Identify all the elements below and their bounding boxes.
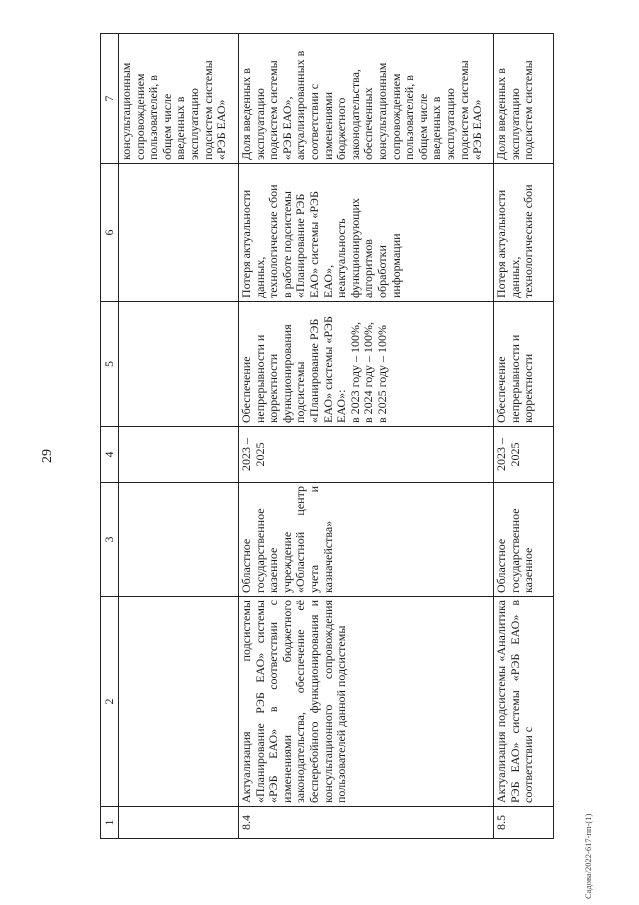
risk-line: данных, [252, 256, 267, 298]
result-line: непрерывности и [252, 334, 267, 423]
continued-indicator-cell [119, 34, 239, 164]
result-line: корректности [266, 353, 281, 423]
column-number-row [101, 34, 119, 839]
column-number: 3 [101, 483, 119, 597]
empty-cell [119, 807, 239, 839]
indicator-line: введенных в [429, 96, 444, 160]
indicator-line: эксплуатацию [507, 88, 522, 160]
result-line: «Планирование РЭБ [306, 318, 321, 423]
column-number: 4 [101, 427, 119, 483]
indicator-line: эксплуатацию [186, 88, 201, 160]
risk-line: ЕАО», [320, 264, 335, 298]
result-line: Обеспечение [239, 356, 253, 423]
risk-line: в работе подсистемы [279, 191, 294, 298]
column-number: 1 [101, 807, 119, 839]
column-number: 5 [101, 302, 119, 427]
column-number: 6 [101, 164, 119, 302]
continued-row [119, 34, 239, 839]
risk-line: «Планирование РЭБ [293, 193, 308, 298]
empty-cell [119, 483, 239, 597]
indicator-line: консультационным [119, 62, 133, 160]
indicator-line: введенных в [173, 96, 188, 160]
indicator-line: подсистем системы [456, 60, 471, 160]
indicator-cell [239, 34, 494, 164]
table-row [494, 34, 554, 839]
document-footer: Садова/2022-617-пп-(1) [583, 813, 593, 899]
risk-line: данных, [507, 256, 522, 298]
risk-line: технологические сбои [266, 184, 281, 298]
result-line: ЕАО» системы «РЭБ [320, 316, 335, 423]
executor-cell: Областное государственное казенное учреждение «Областной центр учета и казначейства» [239, 483, 494, 597]
table-row [239, 34, 494, 839]
empty-cell [119, 302, 239, 427]
activity-cell: Актуализация подсистемы «Планирование РЭБ ЕАО» системы «РЭБ ЕАО» в соответствии с изменениями бюджетного законодательства, обеспечение её бесперебойного функционирования и консультационного сопровождения пользователей данной подсистемы [239, 597, 494, 807]
column-number: 2 [101, 597, 119, 807]
risk-line: обработки [374, 245, 389, 298]
risk-line: Потеря актуальности [494, 189, 508, 298]
indicator-line: подсистем системы [200, 60, 215, 160]
empty-cell [119, 427, 239, 483]
indicator-line: пользователей, в [146, 75, 161, 160]
indicator-line: «РЭБ ЕАО» [470, 99, 485, 160]
indicator-line: «РЭБ ЕАО», [279, 96, 294, 160]
empty-cell [119, 164, 239, 302]
indicator-line: сопровождением [388, 73, 403, 160]
result-line: Обеспечение [494, 356, 508, 423]
indicator-line: соответствии с [306, 83, 321, 160]
risk-line: Потеря актуальности [239, 189, 253, 298]
indicator-line: подсистем системы [521, 60, 536, 160]
result-line: в 2024 году – 100%, [361, 321, 376, 423]
risk-line: функционирующих [347, 198, 362, 298]
indicator-cell [494, 34, 554, 164]
indicator-line: законодательства, [347, 69, 362, 160]
row-number: 8.4 [239, 807, 494, 839]
result-line: в 2023 году – 100%, [347, 321, 362, 423]
result-line: подсистемы [293, 361, 308, 423]
indicator-line: изменениями [320, 91, 335, 160]
indicator-line: пользователей, в [402, 75, 417, 160]
indicator-line: подсистем системы [266, 60, 281, 160]
row-number: 8.5 [494, 807, 554, 839]
result-cell [494, 302, 554, 427]
column-number: 7 [101, 34, 119, 164]
indicator-line: эксплуатацию [252, 88, 267, 160]
measures-table [100, 33, 554, 839]
page-number: 29 [40, 449, 55, 463]
risk-cell [494, 164, 554, 302]
indicator-line: обеспеченных [361, 87, 376, 160]
indicator-line: Доля введенных в [494, 68, 508, 160]
risk-line: ЕАО» системы «РЭБ [306, 191, 321, 298]
indicator-line: эксплуатацию [442, 88, 457, 160]
indicator-line: бюджетного [334, 97, 349, 160]
indicator-line: «РЭБ ЕАО» [214, 99, 229, 160]
result-line: функционирования [279, 324, 294, 423]
risk-cell [239, 164, 494, 302]
result-line: в 2025 году – 100% [374, 324, 389, 423]
risk-line: информации [388, 233, 403, 298]
indicator-line: Доля введенных в [239, 68, 253, 160]
empty-cell [119, 597, 239, 807]
period-cell: 2023 – 2025 [494, 427, 554, 483]
indicator-line: консультационным [374, 62, 389, 160]
indicator-line: общем числе [415, 93, 430, 160]
indicator-line: общем числе [159, 93, 174, 160]
activity-cell: Актуализация подсистемы «Аналитика РЭБ ЕАО» системы «РЭБ ЕАО» в соответствии с [494, 597, 554, 807]
risk-line: алгоритмов [361, 239, 376, 298]
risk-line: неактуальность [334, 218, 349, 298]
result-line: непрерывности и [507, 334, 522, 423]
result-cell [239, 302, 494, 427]
result-line: ЕАО»: [334, 389, 349, 423]
executor-cell: Областное государственное казенное [494, 483, 554, 597]
indicator-line: сопровождением [132, 73, 147, 160]
indicator-line: актуализированных в [293, 50, 308, 160]
result-line: корректности [521, 353, 536, 423]
period-cell: 2023 – 2025 [239, 427, 494, 483]
risk-line: технологические сбои [521, 184, 536, 298]
